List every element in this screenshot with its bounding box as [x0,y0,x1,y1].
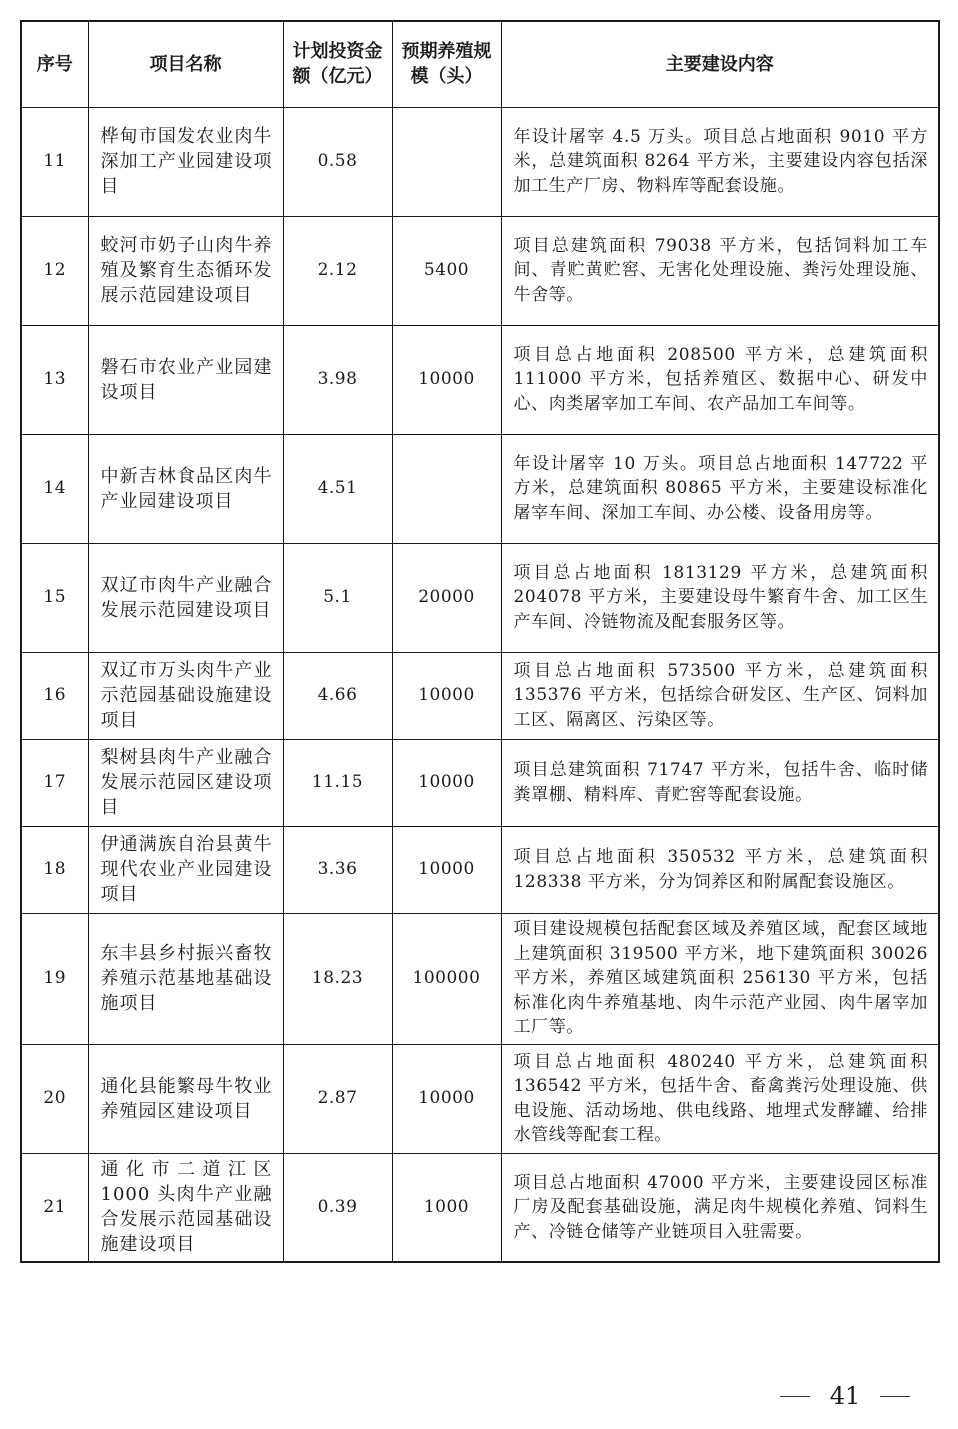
row-amount: 3.98 [283,325,392,434]
row-content: 项目总占地面积 1813129 平方米，总建筑面积 204078 平方米，主要建设母牛繁育牛舍、加工区生产车间、冷链物流及配套服务区等。 [501,543,939,652]
table-row [21,739,939,826]
row-amount: 2.87 [283,1044,392,1153]
row-num: 15 [21,543,88,652]
row-content: 项目总建筑面积 71747 平方米，包括牛舍、临时储粪罩棚、精料库、青贮窖等配套设施。 [501,739,939,826]
row-project-name: 蛟河市奶子山肉牛养殖及繁育生态循环发展示范园建设项目 [88,216,283,325]
row-content: 项目总占地面积 480240 平方米，总建筑面积 136542 平方米，包括牛舍、畜禽粪污处理设施、供电设施、活动场地、供电线路、地埋式发酵罐、给排水管线等配套工程。 [501,1044,939,1153]
header-scale: 预期养殖规模（头） [392,21,501,107]
row-amount: 0.39 [283,1153,392,1262]
table-header-row [21,21,939,107]
row-num: 12 [21,216,88,325]
row-project-name: 通化市二道江区 1000 头肉牛产业融合发展示范园基础设施建设项目 [88,1153,283,1262]
row-scale: 1000 [392,1153,501,1262]
row-project-name: 中新吉林食品区肉牛产业园建设项目 [88,434,283,543]
row-num: 16 [21,652,88,739]
table-row [21,652,939,739]
row-scale: 10000 [392,325,501,434]
table-row [21,107,939,216]
header-amount: 计划投资金额（亿元） [283,21,392,107]
header-content: 主要建设内容 [501,21,939,107]
row-project-name: 桦甸市国发农业肉牛深加工产业园建设项目 [88,107,283,216]
row-content: 年设计屠宰 10 万头。项目总占地面积 147722 平方米，总建筑面积 80865 平方米，主要建设标准化屠宰车间、深加工车间、办公楼、设备用房等。 [501,434,939,543]
row-content: 项目总占地面积 208500 平方米，总建筑面积 111000 平方米，包括养殖区、数据中心、研发中心、肉类屠宰加工车间、农产品加工车间等。 [501,325,939,434]
table-row [21,1044,939,1153]
row-project-name: 磐石市农业产业园建设项目 [88,325,283,434]
row-content: 项目建设规模包括配套区域及养殖区域，配套区域地上建筑面积 319500 平方米，地下建筑面积 30026 平方米，养殖区域建筑面积 256130 平方米，包括标准化肉牛养殖基地、肉牛示范产业园、肉牛屠宰加工厂等。 [501,913,939,1044]
row-project-name: 通化县能繁母牛牧业养殖园区建设项目 [88,1044,283,1153]
row-amount: 18.23 [283,913,392,1044]
row-content: 项目总占地面积 573500 平方米，总建筑面积 135376 平方米，包括综合研发区、生产区、饲料加工区、隔离区、污染区等。 [501,652,939,739]
page-footer [780,1378,910,1414]
row-project-name: 东丰县乡村振兴畜牧养殖示范基地基础设施项目 [88,913,283,1044]
row-scale: 20000 [392,543,501,652]
table-row [21,325,939,434]
row-scale [392,434,501,543]
row-project-name: 双辽市肉牛产业融合发展示范园建设项目 [88,543,283,652]
row-project-name: 双辽市万头肉牛产业示范园基础设施建设项目 [88,652,283,739]
row-scale: 5400 [392,216,501,325]
row-content: 项目总占地面积 350532 平方米，总建筑面积 128338 平方米，分为饲养区和附属配套设施区。 [501,826,939,913]
table-row [21,826,939,913]
row-num: 21 [21,1153,88,1262]
table-row [21,1153,939,1262]
row-amount: 11.15 [283,739,392,826]
row-content: 项目总占地面积 47000 平方米，主要建设园区标准厂房及配套基础设施，满足肉牛规模化养殖、饲料生产、冷链仓储等产业链项目入驻需要。 [501,1153,939,1262]
footer-dash-left [780,1396,810,1397]
project-table [20,20,940,1263]
table-row [21,434,939,543]
table-row [21,543,939,652]
row-scale: 10000 [392,1044,501,1153]
row-num: 20 [21,1044,88,1153]
row-amount: 4.51 [283,434,392,543]
row-amount: 5.1 [283,543,392,652]
footer-dash-right [880,1396,910,1397]
row-amount: 0.58 [283,107,392,216]
row-project-name: 伊通满族自治县黄牛现代农业产业园建设项目 [88,826,283,913]
row-amount: 2.12 [283,216,392,325]
row-num: 14 [21,434,88,543]
row-num: 13 [21,325,88,434]
row-amount: 4.66 [283,652,392,739]
header-num: 序号 [21,21,88,107]
row-num: 17 [21,739,88,826]
row-project-name: 梨树县肉牛产业融合发展示范园区建设项目 [88,739,283,826]
page-number: 41 [829,1382,861,1410]
row-content: 项目总建筑面积 79038 平方米，包括饲料加工车间、青贮黄贮窖、无害化处理设施、粪污处理设施、牛舍等。 [501,216,939,325]
row-num: 11 [21,107,88,216]
table-row [21,216,939,325]
row-amount: 3.36 [283,826,392,913]
row-content: 年设计屠宰 4.5 万头。项目总占地面积 9010 平方米，总建筑面积 8264 平方米，主要建设内容包括深加工生产厂房、物料库等配套设施。 [501,107,939,216]
row-scale: 10000 [392,826,501,913]
row-num: 18 [21,826,88,913]
row-scale: 100000 [392,913,501,1044]
row-num: 19 [21,913,88,1044]
row-scale: 10000 [392,739,501,826]
header-name: 项目名称 [88,21,283,107]
row-scale [392,107,501,216]
row-scale: 10000 [392,652,501,739]
table-row [21,913,939,1044]
